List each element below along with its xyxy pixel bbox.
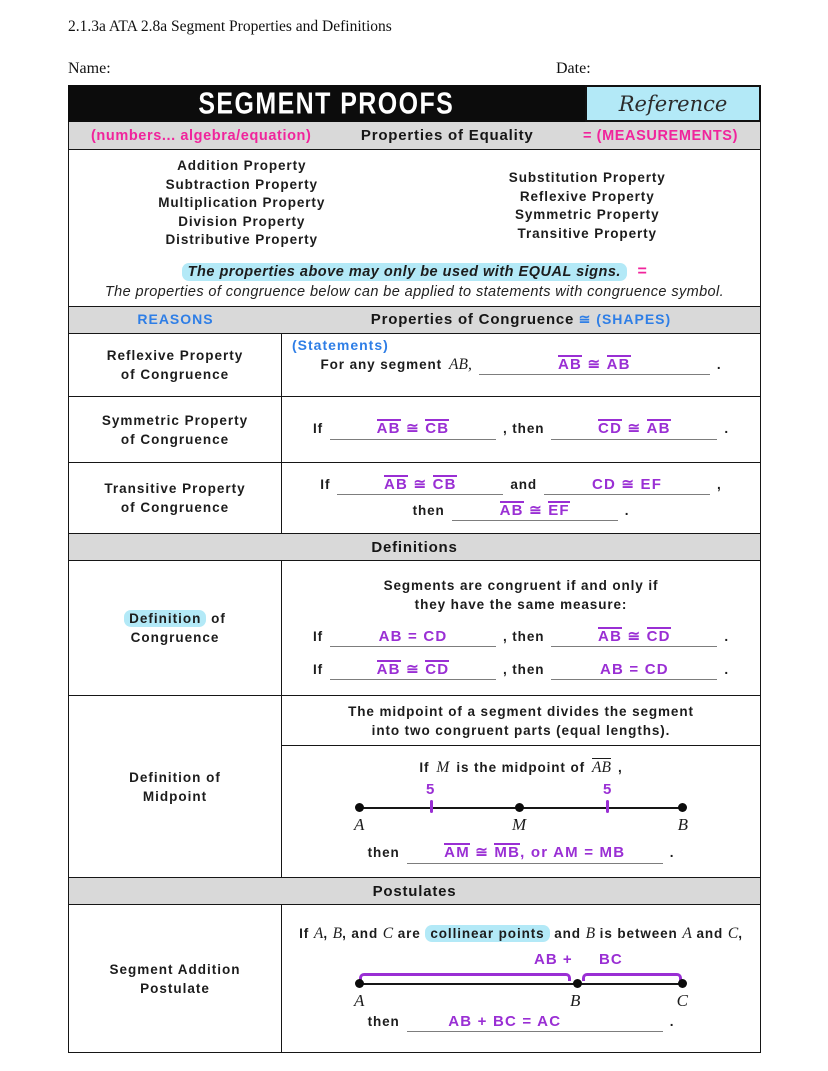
congruence-bar-title: Properties of Congruence — [370, 311, 575, 328]
definitions-section-bar — [69, 533, 760, 561]
statement-cell — [282, 696, 760, 877]
tick-value: 5 — [426, 781, 435, 799]
point-a-label: A — [354, 991, 365, 1010]
reason-cell: Transitive Property of Congruence — [69, 463, 282, 533]
note-line-2: The properties of congruence below can be applied to statements with congruence symbol. — [104, 284, 725, 300]
note-line-1 — [69, 263, 760, 281]
point-m-dot — [515, 803, 524, 812]
statement-line: If AB ≅ CB , then CD ≅ AB . — [282, 419, 760, 439]
property-item: Subtraction Property — [165, 176, 318, 192]
segment-var-overlined: $\overline{AB}$ — [592, 759, 611, 777]
table-row-definition-midpoint — [69, 695, 760, 877]
equality-annotation-right: = (MEASUREMENTS) — [582, 127, 738, 144]
statement-cell: Segments are congruent if and only if they have the same measure: If AB = CD , then AB ≅ CD . If AB ≅ CD , then AB = CD . — [282, 561, 760, 695]
point-c-dot — [678, 979, 687, 988]
answer-blank: AB = CD — [551, 661, 717, 680]
shapes-label: ≅ (SHAPES) — [578, 311, 672, 327]
answer-blank: AM ≅ MB, or AM = MB — [407, 843, 663, 863]
property-item: Distributive Property — [165, 232, 318, 247]
answer-blank: AB = CD — [330, 628, 496, 647]
answer-blank: AB + BC = AC — [407, 1013, 663, 1032]
tick-mark — [606, 800, 609, 813]
midpoint-var: M — [436, 759, 450, 777]
congruence-section-bar — [69, 306, 760, 334]
brace-ab — [359, 973, 571, 981]
answer-blank: AB ≅ EF — [452, 501, 618, 521]
midpoint-diagram — [354, 781, 688, 841]
postulates-section-bar — [69, 877, 760, 905]
statements-label: (Statements) — [292, 337, 389, 353]
statement-line: then AB ≅ EF . — [282, 501, 760, 521]
equality-bar-title: Properties of Equality — [360, 127, 534, 144]
answer-blank: CD ≅ EF — [544, 475, 710, 495]
tick-mark — [430, 800, 433, 813]
equality-section-bar — [69, 122, 760, 150]
property-item: Multiplication Property — [158, 195, 326, 210]
highlighted-word: Definition — [124, 610, 206, 627]
answer-blank: AB ≅ CD — [330, 660, 496, 680]
note-highlighted-text: The properties above may only be used with EQUAL signs. — [182, 263, 627, 281]
statement-line: For any segment AB, AB ≅ AB . — [282, 355, 760, 375]
worksheet-table — [68, 122, 761, 1053]
table-row-definition-congruence — [69, 561, 760, 695]
reason-cell: Reflexive Property of Congruence — [69, 334, 282, 396]
point-c-label: C — [676, 991, 688, 1010]
brace-bc — [582, 973, 682, 981]
reason-cell: Definition of Midpoint — [69, 696, 282, 877]
statement-line: If AB ≅ CD , then AB = CD . — [282, 660, 760, 680]
brace-label-bc: BC — [599, 951, 623, 968]
reasons-label: REASONS — [137, 311, 214, 327]
segment-line — [356, 983, 686, 985]
table-row-symmetric — [69, 396, 760, 462]
statement-cell — [282, 463, 760, 533]
congruence-bar-title-cell — [282, 311, 760, 329]
property-item: Substitution Property — [508, 170, 666, 185]
midpoint-description: The midpoint of a segment divides the segment into two congruent parts (equal lengths). — [282, 696, 760, 746]
point-a-label: A — [354, 815, 365, 835]
tick-value: 5 — [603, 781, 612, 799]
equality-properties-box — [69, 150, 760, 257]
note-equals-mark: = — [637, 263, 648, 280]
title-banner — [68, 85, 761, 122]
table-row-segment-addition — [69, 905, 760, 1052]
statement-line: If AB = CD , then AB ≅ CD . — [282, 627, 760, 647]
note-box — [69, 257, 760, 306]
reference-label: Reference — [618, 91, 728, 116]
equality-properties-left — [69, 157, 415, 257]
reference-tag — [585, 85, 761, 122]
postulate-sentence: If A, B, and C are collinear points and B is between A and C, — [299, 925, 743, 942]
statement-line: If AB ≅ CB and CD ≅ EF , — [282, 475, 760, 495]
point-b-dot — [573, 979, 582, 988]
midpoint-body — [282, 746, 760, 877]
conclusion-line: then AB + BC = AC . — [367, 1013, 675, 1030]
answer-blank: AB ≅ AB — [479, 355, 710, 375]
definitions-bar-title: Definitions — [371, 538, 458, 556]
name-label: Name: — [68, 60, 111, 77]
reason-cell: Segment Addition Postulate — [69, 905, 282, 1052]
statement-cell — [282, 334, 760, 396]
point-a-dot — [355, 803, 364, 812]
answer-blank: AB ≅ CD — [551, 627, 717, 647]
table-row-reflexive — [69, 334, 760, 396]
reason-cell: Definition of Congruence — [69, 561, 282, 695]
point-b-dot — [678, 803, 687, 812]
answer-blank: CD ≅ AB — [551, 419, 717, 439]
point-a-dot — [355, 979, 364, 988]
statement-cell — [282, 397, 760, 462]
property-item: Symmetric Property — [514, 207, 660, 222]
condition-line: If M is the midpoint of $\overline{AB}$ , — [419, 759, 623, 777]
reasons-label-cell — [69, 311, 282, 329]
segment-var: AB, — [449, 355, 472, 373]
course-title: 2.1.3a ATA 2.8a Segment Properties and Definitions — [68, 18, 392, 35]
property-item: Transitive Property — [517, 225, 657, 241]
point-m-label: M — [512, 815, 527, 835]
point-b-label: B — [570, 991, 581, 1010]
worksheet-title: SEGMENT PROOFS — [198, 85, 455, 121]
property-item: Addition Property — [177, 158, 307, 173]
date-label: Date: — [556, 60, 591, 77]
answer-blank: AB ≅ CB — [337, 475, 503, 495]
statement-cell — [282, 905, 760, 1052]
point-b-label: B — [677, 815, 688, 835]
property-item: Division Property — [178, 213, 306, 229]
name-date-row — [68, 60, 761, 82]
brace-label-ab: AB + — [534, 951, 573, 968]
table-row-transitive — [69, 462, 760, 533]
property-item: Reflexive Property — [519, 188, 655, 204]
segment-addition-diagram — [356, 949, 686, 1011]
postulates-bar-title: Postulates — [372, 882, 457, 900]
conclusion-line: then AM ≅ MB, or AM = MB . — [282, 843, 760, 863]
equality-annotation-left: (numbers... algebra/equation) — [91, 127, 312, 144]
answer-blank: AB ≅ CB — [330, 419, 496, 439]
equality-properties-right — [415, 157, 761, 257]
reason-cell: Symmetric Property of Congruence — [69, 397, 282, 462]
